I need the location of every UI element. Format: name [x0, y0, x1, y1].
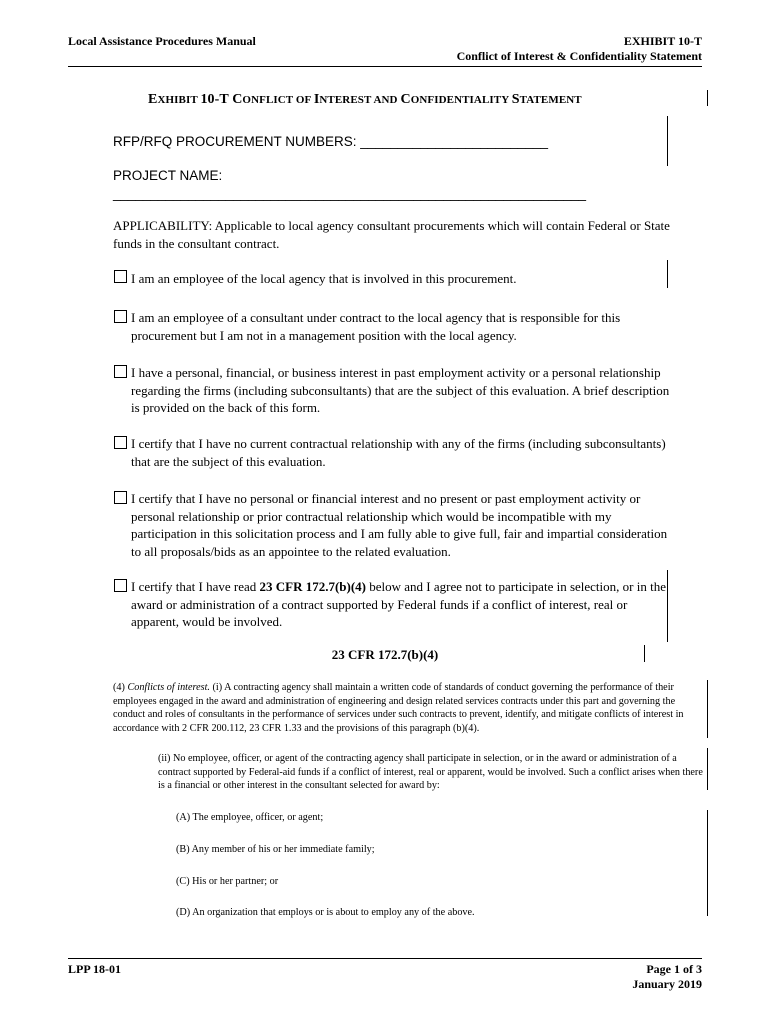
cfr-reference: 23 CFR 172.7(b)(4) — [259, 579, 366, 594]
checkbox-local-agency-employee[interactable] — [114, 270, 127, 283]
title-part: I — [313, 92, 320, 107]
title-part: E — [148, 92, 158, 107]
header-exhibit-title: Conflict of Interest & Confidentiality Statement — [456, 49, 702, 63]
title-part: 10-T C — [200, 92, 243, 107]
cfr-subitem-a: (A) The employee, officer, or agent; — [176, 812, 324, 823]
revision-bar — [707, 680, 708, 738]
title-part: XHIBIT — [157, 94, 201, 106]
cfr-subitem-d: (D) An organization that employs or is about to employ any of the above. — [176, 907, 475, 918]
revision-bar — [667, 116, 668, 166]
cfr-para-heading: Conflicts of interest. — [127, 682, 210, 693]
header-exhibit-number: EXHIBIT 10-T — [623, 34, 702, 48]
title-part: TATEMENT — [519, 94, 582, 106]
item-text: I am an employee of the local agency that is involved in this procurement. — [131, 271, 517, 286]
header-rule — [68, 66, 702, 67]
cfr-paragraph-conflicts — [113, 681, 705, 735]
revision-bar — [707, 810, 708, 916]
item-text: I am an employee of a consultant under contract to the local agency that is responsible for this procurement but I am not in a management position with the local agency. — [131, 310, 621, 343]
item-text: I certify that I have no current contractual relationship with any of the firms (including subconsultants) that are the subject of this evaluation. — [131, 436, 666, 469]
title-part: S — [511, 92, 520, 107]
item-text-part: I certify that I have read — [131, 579, 260, 594]
cfr-paragraph-participation: (ii) No employee, officer, or agent of the contracting agency shall participate in selection, or in the award or administration of a contract supported by Federal-aid funds if a conflict of interest, real or apparent, would be involved. Such a conflict arises when there is a financial or other interest in the consultant selected for award by: — [158, 753, 703, 792]
checkbox-consultant-employee[interactable] — [114, 310, 127, 323]
revision-bar — [644, 645, 645, 662]
cfr-subitem-b: (B) Any member of his or her immediate family; — [176, 844, 375, 855]
cfr-heading: 23 CFR 172.7(b)(4) — [331, 647, 439, 662]
title-part: ONFLICT OF — [242, 94, 314, 106]
checkbox-no-personal-financial-interest[interactable] — [114, 491, 127, 504]
cfr-para-text: (i) A contracting agency shall maintain a written code of standards of conduct governing the performance of their employees engaged in the award and administration of engineering and design related services contracts under this part and governing the conduct and roles of consultants in the performance of services under such contracts to prevent, identify, and mitigate conflicts of interest in accordance with 2 CFR 200.112, 23 CFR 1.33 and the provisions of this paragraph (b)(4). — [113, 682, 684, 734]
title-part: C — [400, 92, 411, 107]
revision-bar — [667, 260, 668, 288]
checkbox-personal-interest[interactable] — [114, 365, 127, 378]
checkbox-no-contractual-relationship[interactable] — [114, 436, 127, 449]
item-text-part: below and I agree not to participate in selection, or in the award or administration of a contract supported by Federal funds if a conflict of interest, real or apparent, would be involved. — [131, 579, 666, 629]
header-manual-title: Local Assistance Procedures Manual — [68, 34, 256, 48]
cfr-subitem-c: (C) His or her partner; or — [176, 876, 279, 887]
item-text: I certify that I have no personal or financial interest and no present or past employment activity or personal relationship or prior contractual relationship which would be incompatible with my participation in this solicitation process and I am fully able to give full, fair and impartial consideration to all proposals/bids as an appointee to the related evaluation. — [131, 491, 668, 559]
title-part: NTEREST AND — [319, 94, 401, 106]
project-name-field[interactable]: _______________________________________________________________ — [113, 186, 587, 201]
rfp-number-field[interactable]: RFP/RFQ PROCUREMENT NUMBERS: _________________________ — [113, 134, 548, 149]
cfr-para-number: (4) — [113, 682, 128, 693]
item-text — [131, 578, 671, 631]
footer-document-number: LPP 18-01 — [68, 962, 121, 976]
revision-bar — [707, 90, 708, 106]
revision-bar — [707, 748, 708, 790]
checkbox-read-cfr[interactable] — [114, 579, 127, 592]
footer-date: January 2019 — [632, 977, 702, 991]
project-name-label: PROJECT NAME: — [113, 168, 223, 183]
footer-rule — [68, 958, 702, 959]
title-part: ONFIDENTIALITY — [410, 94, 512, 106]
applicability-statement: APPLICABILITY: Applicable to local agency consultant procurements which will contain Federal or State funds in the consultant contract. — [113, 218, 670, 251]
item-text: I have a personal, financial, or business interest in past employment activity or a personal relationship regarding the firms (including subconsultants) that are the subject of this evaluation. A brief description is provided on the back of this form. — [131, 365, 670, 415]
revision-bar — [667, 570, 668, 642]
page-title — [148, 92, 582, 108]
footer-page-number: Page 1 of 3 — [646, 962, 702, 976]
